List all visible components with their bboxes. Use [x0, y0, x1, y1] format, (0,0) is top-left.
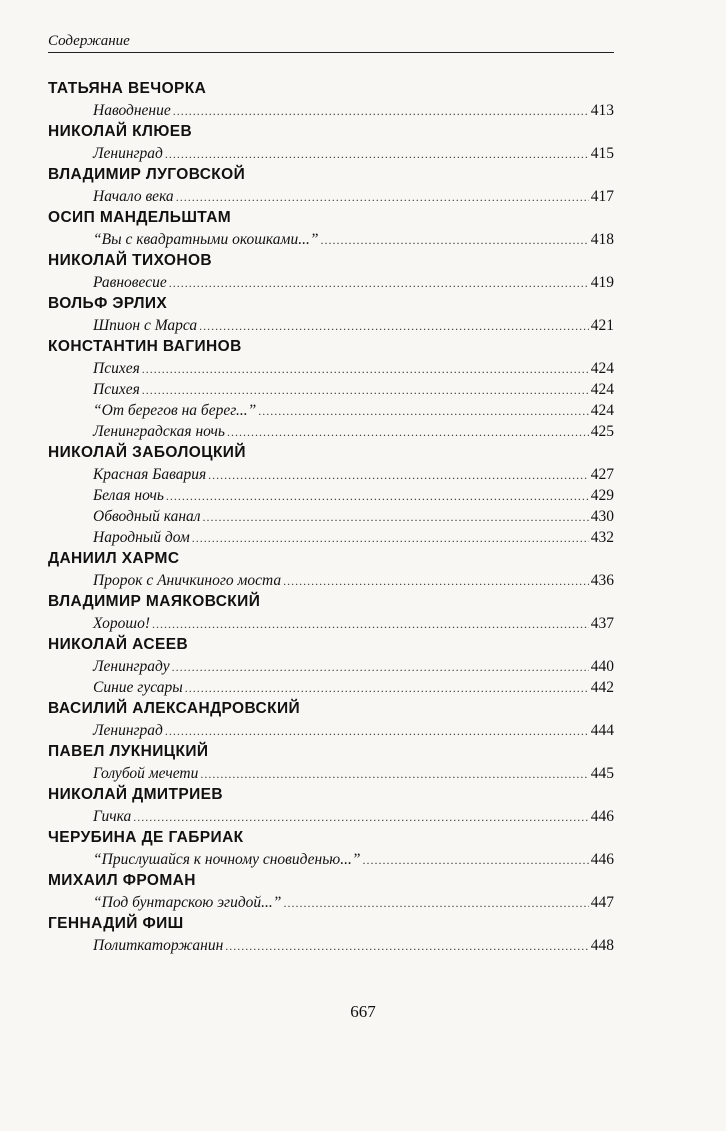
toc-entry: [48, 506, 614, 527]
dot-leader: [133, 807, 588, 828]
toc-entry: [48, 421, 614, 442]
toc-entry: [48, 527, 614, 548]
entry-page-number: 446: [590, 808, 614, 825]
author-name: ОСИП МАНДЕЛЬШТАМ: [48, 209, 232, 226]
toc-entry: [48, 229, 614, 250]
toc-entry: [48, 806, 614, 827]
dot-leader: [142, 380, 589, 401]
toc-entry: [48, 464, 614, 485]
dot-leader: [192, 528, 589, 549]
entry-page-number: 436: [590, 572, 614, 589]
entry-page-number: 445: [590, 765, 614, 782]
entry-title: Гичка: [93, 808, 132, 825]
toc-entry: [48, 763, 614, 784]
table-of-contents: [48, 78, 614, 956]
toc-entry: [48, 892, 614, 913]
entry-page-number: 413: [590, 102, 614, 119]
entry-title: Обводный канал: [93, 508, 201, 525]
dot-leader: [199, 316, 589, 337]
author-name: ВОЛЬФ ЭРЛИХ: [48, 295, 168, 312]
dot-leader: [142, 359, 589, 380]
author-name: НИКОЛАЙ ТИХОНОВ: [48, 252, 213, 269]
toc-entry: [48, 143, 614, 164]
toc-entry: [48, 379, 614, 400]
entry-title: Психея: [93, 381, 140, 398]
author-name: КОНСТАНТИН ВАГИНОВ: [48, 338, 242, 355]
dot-leader: [225, 936, 588, 957]
toc-entry: [48, 186, 614, 207]
entry-title: Ленинграду: [93, 658, 170, 675]
entry-page-number: 419: [590, 274, 614, 291]
entry-title: Равновесие: [93, 274, 167, 291]
toc-entry: [48, 656, 614, 677]
author-name: ГЕННАДИЙ ФИШ: [48, 915, 184, 932]
dot-leader: [172, 657, 589, 678]
dot-leader: [165, 721, 589, 742]
entry-title: Ленинград: [93, 722, 163, 739]
entry-title: “От берегов на берег...”: [93, 402, 257, 419]
author-name: НИКОЛАЙ ЗАБОЛОЦКИЙ: [48, 444, 246, 461]
entry-title: Красная Бавария: [93, 466, 207, 483]
author-name: НИКОЛАЙ ДМИТРИЕВ: [48, 786, 223, 803]
dot-leader: [152, 614, 589, 635]
page-number: 667: [350, 1002, 376, 1021]
author-name: ВЛАДИМИР МАЯКОВСКИЙ: [48, 593, 261, 610]
entry-title: “Прислушайся к ночному сновиденью...”: [93, 851, 361, 868]
toc-entry: [48, 570, 614, 591]
header-title: Содержание: [48, 33, 130, 49]
entry-page-number: 418: [590, 231, 614, 248]
entry-page-number: 440: [590, 658, 614, 675]
entry-title: “Под бунтарскою эгидой...”: [93, 894, 282, 911]
dot-leader: [185, 678, 589, 699]
entry-page-number: 447: [590, 894, 614, 911]
entry-title: Шпион с Марса: [93, 317, 198, 334]
entry-page-number: 415: [590, 145, 614, 162]
entry-page-number: 421: [590, 317, 614, 334]
entry-title: Народный дом: [93, 529, 190, 546]
entry-title: Хорошо!: [93, 615, 151, 632]
entry-page-number: 429: [590, 487, 614, 504]
entry-title: Начало века: [93, 188, 174, 205]
toc-entry: [48, 935, 614, 956]
dot-leader: [283, 893, 588, 914]
entry-page-number: 424: [590, 360, 614, 377]
toc-entry: [48, 720, 614, 741]
toc-entry: [48, 100, 614, 121]
dot-leader: [200, 764, 588, 785]
entry-title: Голубой мечети: [93, 765, 199, 782]
entry-page-number: 432: [590, 529, 614, 546]
author-name: ЧЕРУБИНА ДЕ ГАБРИАК: [48, 829, 244, 846]
dot-leader: [203, 507, 589, 528]
entry-page-number: 425: [590, 423, 614, 440]
dot-leader: [320, 230, 588, 251]
entry-page-number: 427: [590, 466, 614, 483]
toc-entry: [48, 485, 614, 506]
toc-entry: [48, 400, 614, 421]
author-name: ДАНИИЛ ХАРМС: [48, 550, 180, 567]
author-name: МИХАИЛ ФРОМАН: [48, 872, 196, 889]
dot-leader: [165, 144, 589, 165]
author-name: НИКОЛАЙ КЛЮЕВ: [48, 123, 193, 140]
author-name: ВЛАДИМИР ЛУГОВСКОЙ: [48, 166, 246, 183]
dot-leader: [166, 486, 589, 507]
entry-title: “Вы с квадратными окошками...”: [93, 231, 319, 248]
entry-page-number: 424: [590, 381, 614, 398]
entry-title: Синие гусары: [93, 679, 183, 696]
dot-leader: [258, 401, 588, 422]
entry-title: Психея: [93, 360, 140, 377]
running-header: [48, 32, 614, 53]
toc-entry: [48, 849, 614, 870]
entry-page-number: 424: [590, 402, 614, 419]
author-name: ТАТЬЯНА ВЕЧОРКА: [48, 80, 207, 97]
entry-page-number: 448: [590, 937, 614, 954]
toc-entry: [48, 315, 614, 336]
entry-page-number: 446: [590, 851, 614, 868]
entry-title: Наводнение: [93, 102, 171, 119]
entry-page-number: 417: [590, 188, 614, 205]
toc-entry: [48, 613, 614, 634]
entry-title: Пророк с Аничкиного моста: [93, 572, 282, 589]
toc-entry: [48, 272, 614, 293]
dot-leader: [283, 571, 589, 592]
toc-entry: [48, 358, 614, 379]
dot-leader: [173, 101, 589, 122]
dot-leader: [176, 187, 589, 208]
dot-leader: [362, 850, 588, 871]
entry-page-number: 437: [590, 615, 614, 632]
dot-leader: [227, 422, 589, 443]
entry-title: Белая ночь: [93, 487, 164, 504]
entry-title: Политкаторжанин: [93, 937, 224, 954]
toc-entry: [48, 677, 614, 698]
author-name: НИКОЛАЙ АСЕЕВ: [48, 636, 189, 653]
entry-title: Ленинградская ночь: [93, 423, 225, 440]
dot-leader: [169, 273, 589, 294]
dot-leader: [208, 465, 589, 486]
entry-page-number: 430: [590, 508, 614, 525]
entry-title: Ленинград: [93, 145, 163, 162]
entry-page-number: 444: [590, 722, 614, 739]
author-name: ВАСИЛИЙ АЛЕКСАНДРОВСКИЙ: [48, 700, 301, 717]
entry-page-number: 442: [590, 679, 614, 696]
author-name: ПАВЕЛ ЛУКНИЦКИЙ: [48, 743, 209, 760]
